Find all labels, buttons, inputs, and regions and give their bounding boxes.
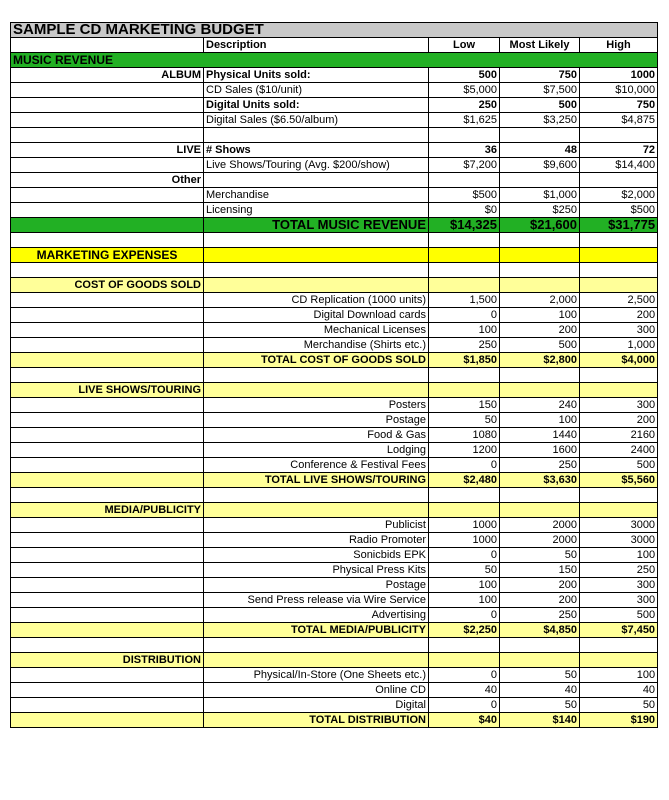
blank-cell[interactable] <box>500 488 580 503</box>
expense-row <box>11 413 658 428</box>
total-high-cell[interactable]: $7,450 <box>580 623 658 638</box>
blank-cell[interactable] <box>500 638 580 653</box>
category-cell[interactable] <box>11 188 204 203</box>
section-fill-cell[interactable] <box>429 503 500 518</box>
expense-row <box>11 548 658 563</box>
section-fill-cell[interactable] <box>429 653 500 668</box>
expense-low-cell[interactable]: 50 <box>429 563 500 578</box>
category-cell[interactable] <box>11 203 204 218</box>
expense-most-likely-cell[interactable]: 40 <box>500 683 580 698</box>
high-cell[interactable]: $4,875 <box>580 113 658 128</box>
blank-cell[interactable] <box>204 128 429 143</box>
total-blank-cell[interactable] <box>11 353 204 368</box>
section-header-row <box>11 383 658 398</box>
header-most-likely[interactable]: Most Likely <box>500 38 580 53</box>
expense-high-cell[interactable]: 500 <box>580 458 658 473</box>
blank-cell[interactable] <box>11 263 204 278</box>
expense-high-cell[interactable]: 100 <box>580 548 658 563</box>
high-cell[interactable]: $10,000 <box>580 83 658 98</box>
expense-blank-cell[interactable] <box>11 293 204 308</box>
expense-most-likely-cell[interactable]: 1440 <box>500 428 580 443</box>
total-most-likely-cell[interactable]: $21,600 <box>500 218 580 233</box>
section-header-row <box>11 278 658 293</box>
expense-row <box>11 683 658 698</box>
high-cell[interactable] <box>580 173 658 188</box>
category-cell[interactable]: ALBUM <box>11 68 204 83</box>
blank-cell[interactable] <box>429 233 500 248</box>
category-cell[interactable] <box>11 158 204 173</box>
expense-row <box>11 533 658 548</box>
blank-cell[interactable] <box>500 128 580 143</box>
low-cell[interactable]: $7,200 <box>429 158 500 173</box>
total-low-cell[interactable]: $1,850 <box>429 353 500 368</box>
revenue-row <box>11 173 658 188</box>
blank-row <box>11 233 658 248</box>
blank-cell[interactable] <box>429 488 500 503</box>
expense-row <box>11 563 658 578</box>
expense-low-cell[interactable]: 0 <box>429 698 500 713</box>
expense-description-cell[interactable]: Send Press release via Wire Service <box>204 593 429 608</box>
category-cell[interactable] <box>11 98 204 113</box>
expense-most-likely-cell[interactable]: 150 <box>500 563 580 578</box>
expense-blank-cell[interactable] <box>11 518 204 533</box>
expense-blank-cell[interactable] <box>11 593 204 608</box>
total-high-cell[interactable]: $190 <box>580 713 658 728</box>
expense-blank-cell[interactable] <box>11 563 204 578</box>
revenue-row <box>11 98 658 113</box>
expense-blank-cell[interactable] <box>11 458 204 473</box>
section-total-row <box>11 623 658 638</box>
expense-most-likely-cell[interactable]: 100 <box>500 308 580 323</box>
total-low-cell[interactable]: $40 <box>429 713 500 728</box>
expense-blank-cell[interactable] <box>11 548 204 563</box>
expense-high-cell[interactable]: 300 <box>580 593 658 608</box>
music-revenue-header <box>11 53 658 68</box>
expense-row <box>11 323 658 338</box>
title-row <box>11 23 658 38</box>
blank-cell[interactable] <box>11 488 204 503</box>
blank-cell[interactable] <box>429 368 500 383</box>
header-row <box>11 38 658 53</box>
section-fill-cell[interactable] <box>204 653 429 668</box>
high-cell[interactable]: 1000 <box>580 68 658 83</box>
blank-row <box>11 368 658 383</box>
expense-row <box>11 608 658 623</box>
expense-most-likely-cell[interactable]: 200 <box>500 593 580 608</box>
high-cell[interactable]: $500 <box>580 203 658 218</box>
blank-cell[interactable] <box>580 263 658 278</box>
description-cell[interactable]: Licensing <box>204 203 429 218</box>
expense-row <box>11 308 658 323</box>
expense-most-likely-cell[interactable]: 200 <box>500 323 580 338</box>
description-cell[interactable]: Physical Units sold: <box>204 68 429 83</box>
category-cell[interactable]: LIVE <box>11 143 204 158</box>
blank-cell[interactable] <box>429 263 500 278</box>
category-cell[interactable] <box>11 113 204 128</box>
expense-description-cell[interactable]: Posters <box>204 398 429 413</box>
header-fill-cell[interactable] <box>580 248 658 263</box>
marketing-expenses-header <box>11 248 658 263</box>
expense-description-cell[interactable]: Advertising <box>204 608 429 623</box>
low-cell[interactable] <box>429 173 500 188</box>
section-fill-cell[interactable] <box>580 383 658 398</box>
section-label-live[interactable]: LIVE SHOWS/TOURING <box>11 383 204 398</box>
header-fill-cell[interactable] <box>500 248 580 263</box>
expense-blank-cell[interactable] <box>11 698 204 713</box>
expense-blank-cell[interactable] <box>11 398 204 413</box>
expense-low-cell[interactable]: 100 <box>429 593 500 608</box>
total-low-cell[interactable]: $2,250 <box>429 623 500 638</box>
blank-cell[interactable] <box>11 638 204 653</box>
revenue-section <box>11 68 658 248</box>
description-cell[interactable]: Digital Sales ($6.50/album) <box>204 113 429 128</box>
high-cell[interactable]: 750 <box>580 98 658 113</box>
header-high[interactable]: High <box>580 38 658 53</box>
low-cell[interactable]: $5,000 <box>429 83 500 98</box>
expense-description-cell[interactable]: Lodging <box>204 443 429 458</box>
total-high-cell[interactable]: $4,000 <box>580 353 658 368</box>
blank-row <box>11 488 658 503</box>
expense-most-likely-cell[interactable]: 500 <box>500 338 580 353</box>
most-likely-cell[interactable]: $7,500 <box>500 83 580 98</box>
expense-description-cell[interactable]: Radio Promoter <box>204 533 429 548</box>
expense-blank-cell[interactable] <box>11 308 204 323</box>
blank-cell[interactable] <box>580 638 658 653</box>
revenue-row <box>11 83 658 98</box>
expense-high-cell[interactable]: 300 <box>580 398 658 413</box>
section-fill-cell[interactable] <box>204 383 429 398</box>
section-label-media[interactable]: MEDIA/PUBLICITY <box>11 503 204 518</box>
blank-row <box>11 128 658 143</box>
expense-blank-cell[interactable] <box>11 608 204 623</box>
section-fill-cell[interactable] <box>429 383 500 398</box>
blank-cell[interactable] <box>580 488 658 503</box>
expense-high-cell[interactable]: 2,500 <box>580 293 658 308</box>
blank-cell[interactable] <box>500 263 580 278</box>
expense-description-cell[interactable]: Mechanical Licenses <box>204 323 429 338</box>
music-revenue-total-row <box>11 218 658 233</box>
section-fill-cell[interactable] <box>580 503 658 518</box>
expense-most-likely-cell[interactable]: 200 <box>500 578 580 593</box>
expense-high-cell[interactable]: 50 <box>580 698 658 713</box>
expense-low-cell[interactable]: 1000 <box>429 518 500 533</box>
expense-high-cell[interactable]: 2160 <box>580 428 658 443</box>
expense-high-cell[interactable]: 40 <box>580 683 658 698</box>
section-total-row <box>11 473 658 488</box>
total-blank-cell[interactable] <box>11 623 204 638</box>
low-cell[interactable]: $0 <box>429 203 500 218</box>
expense-low-cell[interactable]: 1,500 <box>429 293 500 308</box>
category-cell[interactable]: Other <box>11 173 204 188</box>
total-label-media[interactable]: TOTAL MEDIA/PUBLICITY <box>204 623 429 638</box>
section-fill-cell[interactable] <box>580 653 658 668</box>
marketing-expenses-label[interactable]: MARKETING EXPENSES <box>11 248 204 263</box>
total-label-distribution[interactable]: TOTAL DISTRIBUTION <box>204 713 429 728</box>
expense-description-cell[interactable]: Physical Press Kits <box>204 563 429 578</box>
low-cell[interactable]: 500 <box>429 68 500 83</box>
expense-most-likely-cell[interactable]: 240 <box>500 398 580 413</box>
expense-low-cell[interactable]: 250 <box>429 338 500 353</box>
expense-row <box>11 593 658 608</box>
expense-low-cell[interactable]: 100 <box>429 323 500 338</box>
expense-high-cell[interactable]: 200 <box>580 413 658 428</box>
total-low-cell[interactable]: $14,325 <box>429 218 500 233</box>
blank-cell[interactable] <box>580 368 658 383</box>
sheet-title[interactable]: SAMPLE CD MARKETING BUDGET <box>11 23 658 38</box>
total-blank-cell[interactable] <box>11 218 204 233</box>
most-likely-cell[interactable]: $250 <box>500 203 580 218</box>
revenue-row <box>11 203 658 218</box>
expense-most-likely-cell[interactable]: 50 <box>500 668 580 683</box>
expense-blank-cell[interactable] <box>11 413 204 428</box>
expense-row <box>11 458 658 473</box>
blank-row <box>11 263 658 278</box>
expense-row <box>11 698 658 713</box>
low-cell[interactable]: $500 <box>429 188 500 203</box>
description-cell[interactable]: # Shows <box>204 143 429 158</box>
section-label-distribution[interactable]: DISTRIBUTION <box>11 653 204 668</box>
blank-cell[interactable] <box>204 368 429 383</box>
description-cell[interactable]: CD Sales ($10/unit) <box>204 83 429 98</box>
revenue-row <box>11 158 658 173</box>
expense-description-cell[interactable]: Online CD <box>204 683 429 698</box>
total-label-live[interactable]: TOTAL LIVE SHOWS/TOURING <box>204 473 429 488</box>
expense-row <box>11 338 658 353</box>
section-fill-cell[interactable] <box>500 653 580 668</box>
expense-blank-cell[interactable] <box>11 578 204 593</box>
expense-row <box>11 668 658 683</box>
expense-low-cell[interactable]: 1200 <box>429 443 500 458</box>
most-likely-cell[interactable]: $3,250 <box>500 113 580 128</box>
total-label-cogs[interactable]: TOTAL COST OF GOODS SOLD <box>204 353 429 368</box>
expense-high-cell[interactable]: 3000 <box>580 533 658 548</box>
expense-high-cell[interactable]: 200 <box>580 308 658 323</box>
section-fill-cell[interactable] <box>500 503 580 518</box>
most-likely-cell[interactable]: 750 <box>500 68 580 83</box>
expense-most-likely-cell[interactable]: 50 <box>500 698 580 713</box>
expense-description-cell[interactable]: Postage <box>204 578 429 593</box>
description-cell[interactable] <box>204 173 429 188</box>
expense-high-cell[interactable]: 500 <box>580 608 658 623</box>
expense-high-cell[interactable]: 2400 <box>580 443 658 458</box>
expense-low-cell[interactable]: 40 <box>429 683 500 698</box>
expense-most-likely-cell[interactable]: 2000 <box>500 533 580 548</box>
expense-high-cell[interactable]: 1,000 <box>580 338 658 353</box>
expense-low-cell[interactable]: 0 <box>429 608 500 623</box>
blank-cell[interactable] <box>500 233 580 248</box>
expense-most-likely-cell[interactable]: 1600 <box>500 443 580 458</box>
header-description[interactable]: Description <box>204 38 429 53</box>
expense-most-likely-cell[interactable]: 250 <box>500 458 580 473</box>
expense-low-cell[interactable]: 0 <box>429 458 500 473</box>
description-cell[interactable]: Digital Units sold: <box>204 98 429 113</box>
total-label-cell[interactable]: TOTAL MUSIC REVENUE <box>204 218 429 233</box>
expense-low-cell[interactable]: 150 <box>429 398 500 413</box>
expenses-section <box>11 248 658 728</box>
total-most-likely-cell[interactable]: $140 <box>500 713 580 728</box>
section-label-cogs[interactable]: COST OF GOODS SOLD <box>11 278 204 293</box>
high-cell[interactable]: $14,400 <box>580 158 658 173</box>
header-blank-cell[interactable] <box>11 38 204 53</box>
expense-blank-cell[interactable] <box>11 443 204 458</box>
total-most-likely-cell[interactable]: $4,850 <box>500 623 580 638</box>
expense-blank-cell[interactable] <box>11 668 204 683</box>
low-cell[interactable]: 36 <box>429 143 500 158</box>
most-likely-cell[interactable]: 48 <box>500 143 580 158</box>
blank-cell[interactable] <box>429 128 500 143</box>
revenue-row <box>11 188 658 203</box>
blank-cell[interactable] <box>11 368 204 383</box>
section-fill-cell[interactable] <box>429 278 500 293</box>
blank-cell[interactable] <box>11 233 204 248</box>
expense-description-cell[interactable]: Food & Gas <box>204 428 429 443</box>
expense-blank-cell[interactable] <box>11 338 204 353</box>
high-cell[interactable]: 72 <box>580 143 658 158</box>
expense-most-likely-cell[interactable]: 250 <box>500 608 580 623</box>
expense-high-cell[interactable]: 300 <box>580 323 658 338</box>
expense-low-cell[interactable]: 1080 <box>429 428 500 443</box>
most-likely-cell[interactable] <box>500 173 580 188</box>
blank-row <box>11 638 658 653</box>
blank-cell[interactable] <box>204 233 429 248</box>
most-likely-cell[interactable]: 500 <box>500 98 580 113</box>
blank-cell[interactable] <box>11 128 204 143</box>
expense-most-likely-cell[interactable]: 2,000 <box>500 293 580 308</box>
high-cell[interactable]: $2,000 <box>580 188 658 203</box>
low-cell[interactable]: $1,625 <box>429 113 500 128</box>
blank-cell[interactable] <box>204 638 429 653</box>
section-fill-cell[interactable] <box>580 278 658 293</box>
expense-low-cell[interactable]: 50 <box>429 413 500 428</box>
total-high-cell[interactable]: $5,560 <box>580 473 658 488</box>
most-likely-cell[interactable]: $9,600 <box>500 158 580 173</box>
expense-blank-cell[interactable] <box>11 683 204 698</box>
category-cell[interactable] <box>11 83 204 98</box>
budget-spreadsheet <box>10 22 658 728</box>
expense-description-cell[interactable]: Merchandise (Shirts etc.) <box>204 338 429 353</box>
description-cell[interactable]: Merchandise <box>204 188 429 203</box>
expense-most-likely-cell[interactable]: 100 <box>500 413 580 428</box>
expense-row <box>11 398 658 413</box>
expense-blank-cell[interactable] <box>11 323 204 338</box>
blank-cell[interactable] <box>204 488 429 503</box>
total-blank-cell[interactable] <box>11 713 204 728</box>
expense-description-cell[interactable]: Digital <box>204 698 429 713</box>
most-likely-cell[interactable]: $1,000 <box>500 188 580 203</box>
expense-low-cell[interactable]: 0 <box>429 308 500 323</box>
blank-cell[interactable] <box>580 233 658 248</box>
expense-description-cell[interactable]: Physical/In-Store (One Sheets etc.) <box>204 668 429 683</box>
expense-low-cell[interactable]: 100 <box>429 578 500 593</box>
total-most-likely-cell[interactable]: $3,630 <box>500 473 580 488</box>
revenue-row <box>11 113 658 128</box>
expense-row <box>11 578 658 593</box>
expense-row <box>11 443 658 458</box>
header-fill-cell[interactable] <box>429 248 500 263</box>
expense-most-likely-cell[interactable]: 2000 <box>500 518 580 533</box>
expense-high-cell[interactable]: 100 <box>580 668 658 683</box>
expense-row <box>11 518 658 533</box>
blank-cell[interactable] <box>204 263 429 278</box>
expense-description-cell[interactable]: CD Replication (1000 units) <box>204 293 429 308</box>
expense-low-cell[interactable]: 0 <box>429 668 500 683</box>
expense-most-likely-cell[interactable]: 50 <box>500 548 580 563</box>
section-header-row <box>11 653 658 668</box>
music-revenue-label[interactable]: MUSIC REVENUE <box>11 53 658 68</box>
section-total-row <box>11 353 658 368</box>
expense-description-cell[interactable]: Postage <box>204 413 429 428</box>
blank-cell[interactable] <box>500 368 580 383</box>
section-fill-cell[interactable] <box>204 278 429 293</box>
expense-row <box>11 293 658 308</box>
section-total-row <box>11 713 658 728</box>
revenue-row <box>11 68 658 83</box>
section-header-row <box>11 503 658 518</box>
expense-low-cell[interactable]: 0 <box>429 548 500 563</box>
expense-blank-cell[interactable] <box>11 533 204 548</box>
expense-blank-cell[interactable] <box>11 428 204 443</box>
expense-description-cell[interactable]: Conference & Festival Fees <box>204 458 429 473</box>
revenue-row <box>11 143 658 158</box>
total-high-cell[interactable]: $31,775 <box>580 218 658 233</box>
expense-high-cell[interactable]: 3000 <box>580 518 658 533</box>
expense-high-cell[interactable]: 250 <box>580 563 658 578</box>
header-low[interactable]: Low <box>429 38 500 53</box>
description-cell[interactable]: Live Shows/Touring (Avg. $200/show) <box>204 158 429 173</box>
expense-description-cell[interactable]: Digital Download cards <box>204 308 429 323</box>
section-fill-cell[interactable] <box>500 383 580 398</box>
expense-description-cell[interactable]: Sonicbids EPK <box>204 548 429 563</box>
expense-high-cell[interactable]: 300 <box>580 578 658 593</box>
expense-low-cell[interactable]: 1000 <box>429 533 500 548</box>
section-fill-cell[interactable] <box>500 278 580 293</box>
section-fill-cell[interactable] <box>204 503 429 518</box>
expense-description-cell[interactable]: Publicist <box>204 518 429 533</box>
total-most-likely-cell[interactable]: $2,800 <box>500 353 580 368</box>
header-fill-cell[interactable] <box>204 248 429 263</box>
total-blank-cell[interactable] <box>11 473 204 488</box>
expense-row <box>11 428 658 443</box>
total-low-cell[interactable]: $2,480 <box>429 473 500 488</box>
low-cell[interactable]: 250 <box>429 98 500 113</box>
blank-cell[interactable] <box>429 638 500 653</box>
blank-cell[interactable] <box>580 128 658 143</box>
